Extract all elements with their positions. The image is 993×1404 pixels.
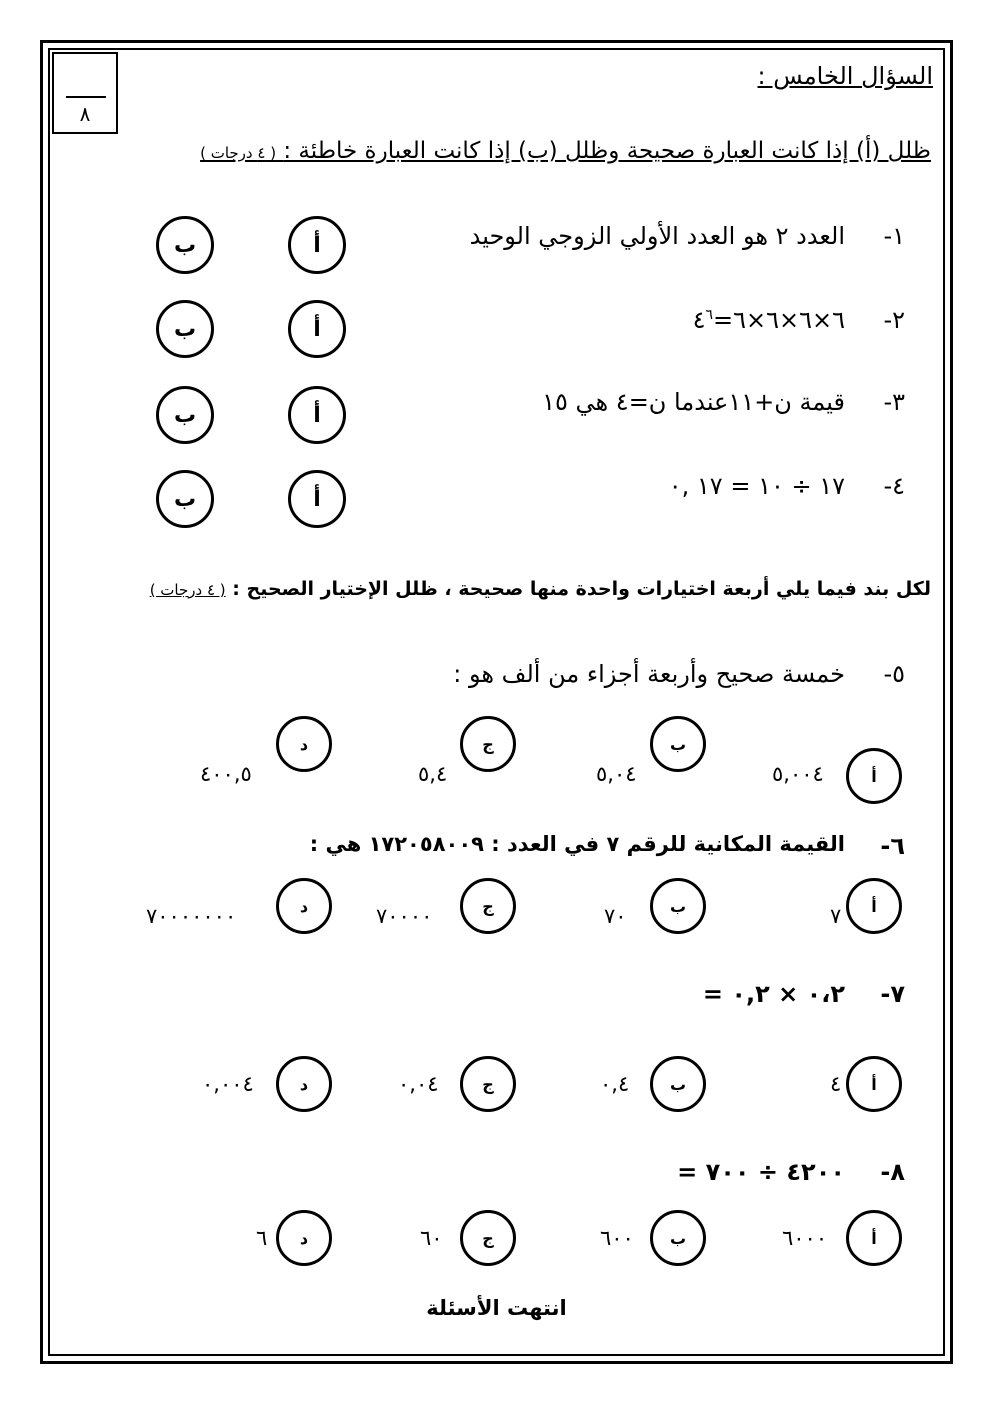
q6-number: ٦-: [880, 832, 905, 860]
q2-option-a-bubble[interactable]: أ: [288, 300, 346, 358]
q5-option-a-value: ٥,٠٠٤: [772, 762, 824, 786]
q8-option-c-bubble[interactable]: ج: [460, 1210, 516, 1266]
q1-number: ١-: [883, 222, 905, 250]
score-box: [52, 52, 118, 134]
q2-option-b-bubble[interactable]: ب: [156, 300, 214, 358]
q2-number: ٢-: [883, 306, 905, 334]
q8-number: ٨-: [880, 1158, 905, 1186]
q8-option-b-bubble[interactable]: ب: [650, 1210, 706, 1266]
q6-text: القيمة المكانية للرقم ٧ في العدد : ١٧٢٠٥٨٠٠٩ هي :: [309, 832, 845, 856]
q5-option-b-bubble[interactable]: ب: [650, 716, 706, 772]
q2-expression: ٦×٦×٦×٦=٤: [692, 306, 845, 334]
q7-option-c-bubble[interactable]: ج: [460, 1056, 516, 1112]
q3-option-a-bubble[interactable]: أ: [288, 386, 346, 444]
q1-text: العدد ٢ هو العدد الأولي الزوجي الوحيد: [469, 222, 845, 250]
section1-instruction: [200, 138, 931, 164]
q8-option-d-value: ٦: [256, 1226, 268, 1250]
q6-option-d-bubble[interactable]: د: [276, 878, 332, 934]
q1-option-a-bubble[interactable]: أ: [288, 216, 346, 274]
q6-option-a-value: ٧: [830, 904, 842, 928]
q5-option-b-value: ٥,٠٤: [596, 762, 637, 786]
q7-option-a-bubble[interactable]: أ: [846, 1056, 902, 1112]
q6-option-a-bubble[interactable]: أ: [846, 878, 902, 934]
q3-number: ٣-: [883, 388, 905, 416]
q6-option-d-value: ٧٠٠٠٠٠٠٠: [146, 904, 237, 928]
q6-option-b-bubble[interactable]: ب: [650, 878, 706, 934]
q4-option-a-bubble[interactable]: أ: [288, 470, 346, 528]
q4-text: ١٧ ÷ ١٠ = ١٧ ,٠: [668, 472, 845, 500]
q5-text: خمسة صحيح وأربعة أجزاء من ألف هو :: [453, 660, 845, 688]
score-value: ٨: [79, 102, 91, 126]
q5-option-a-bubble[interactable]: أ: [846, 748, 902, 804]
q7-option-b-value: ٠,٤: [600, 1072, 630, 1096]
q8-option-a-bubble[interactable]: أ: [846, 1210, 902, 1266]
q5-option-c-bubble[interactable]: ج: [460, 716, 516, 772]
q8-option-a-value: ٦٠٠٠: [782, 1226, 828, 1250]
q6-option-c-value: ٧٠٠٠٠: [376, 904, 433, 928]
q5-option-d-bubble[interactable]: د: [276, 716, 332, 772]
q5-option-c-value: ٥,٤: [418, 762, 448, 786]
section1-instruction-text: ظلل (أ) إذا كانت العبارة صحيحة وظلل (ب) إذا كانت العبارة خاطئة :: [283, 138, 931, 164]
q2-text: [693, 306, 845, 334]
q7-option-d-value: ٠,٠٠٤: [202, 1072, 254, 1096]
q3-option-b-bubble[interactable]: ب: [156, 386, 214, 444]
q8-option-b-value: ٦٠٠: [600, 1226, 634, 1250]
q5-option-d-value: ٤٠٠,٥: [200, 762, 252, 786]
q6-option-b-value: ٧٠: [604, 904, 627, 928]
q8-option-d-bubble[interactable]: د: [276, 1210, 332, 1266]
q7-option-c-value: ٠,٠٤: [398, 1072, 439, 1096]
q7-text: ٠،٢ × ٠,٢ =: [702, 980, 845, 1008]
q7-option-a-value: ٤: [830, 1072, 842, 1096]
section2-instruction: [150, 578, 931, 600]
section2-instruction-text: لكل بند فيما يلي أربعة اختيارات واحدة منها صحيحة ، ظلل الإختيار الصحيح :: [232, 578, 931, 600]
q7-option-d-bubble[interactable]: د: [276, 1056, 332, 1112]
q1-option-b-bubble[interactable]: ب: [156, 216, 214, 274]
q8-option-c-value: ٦٠: [420, 1226, 443, 1250]
section2-grade: ( ٤ درجات ): [149, 581, 226, 599]
question-title: السؤال الخامس :: [757, 62, 933, 90]
q8-text: ٤٢٠٠ ÷ ٧٠٠ =: [677, 1158, 845, 1186]
q4-number: ٤-: [883, 472, 905, 500]
score-divider: [66, 96, 106, 98]
q5-number: ٥-: [883, 660, 905, 688]
q2-exponent: ٦: [705, 307, 713, 323]
end-of-questions: انتهت الأسئلة: [426, 1296, 567, 1320]
q7-number: ٧-: [880, 980, 905, 1008]
section1-grade: ( ٤ درجات ): [200, 144, 277, 162]
q6-option-c-bubble[interactable]: ج: [460, 878, 516, 934]
q3-text: قيمة ن+١١عندما ن=٤ هي ١٥: [542, 388, 845, 416]
q7-option-b-bubble[interactable]: ب: [650, 1056, 706, 1112]
q4-option-b-bubble[interactable]: ب: [156, 470, 214, 528]
